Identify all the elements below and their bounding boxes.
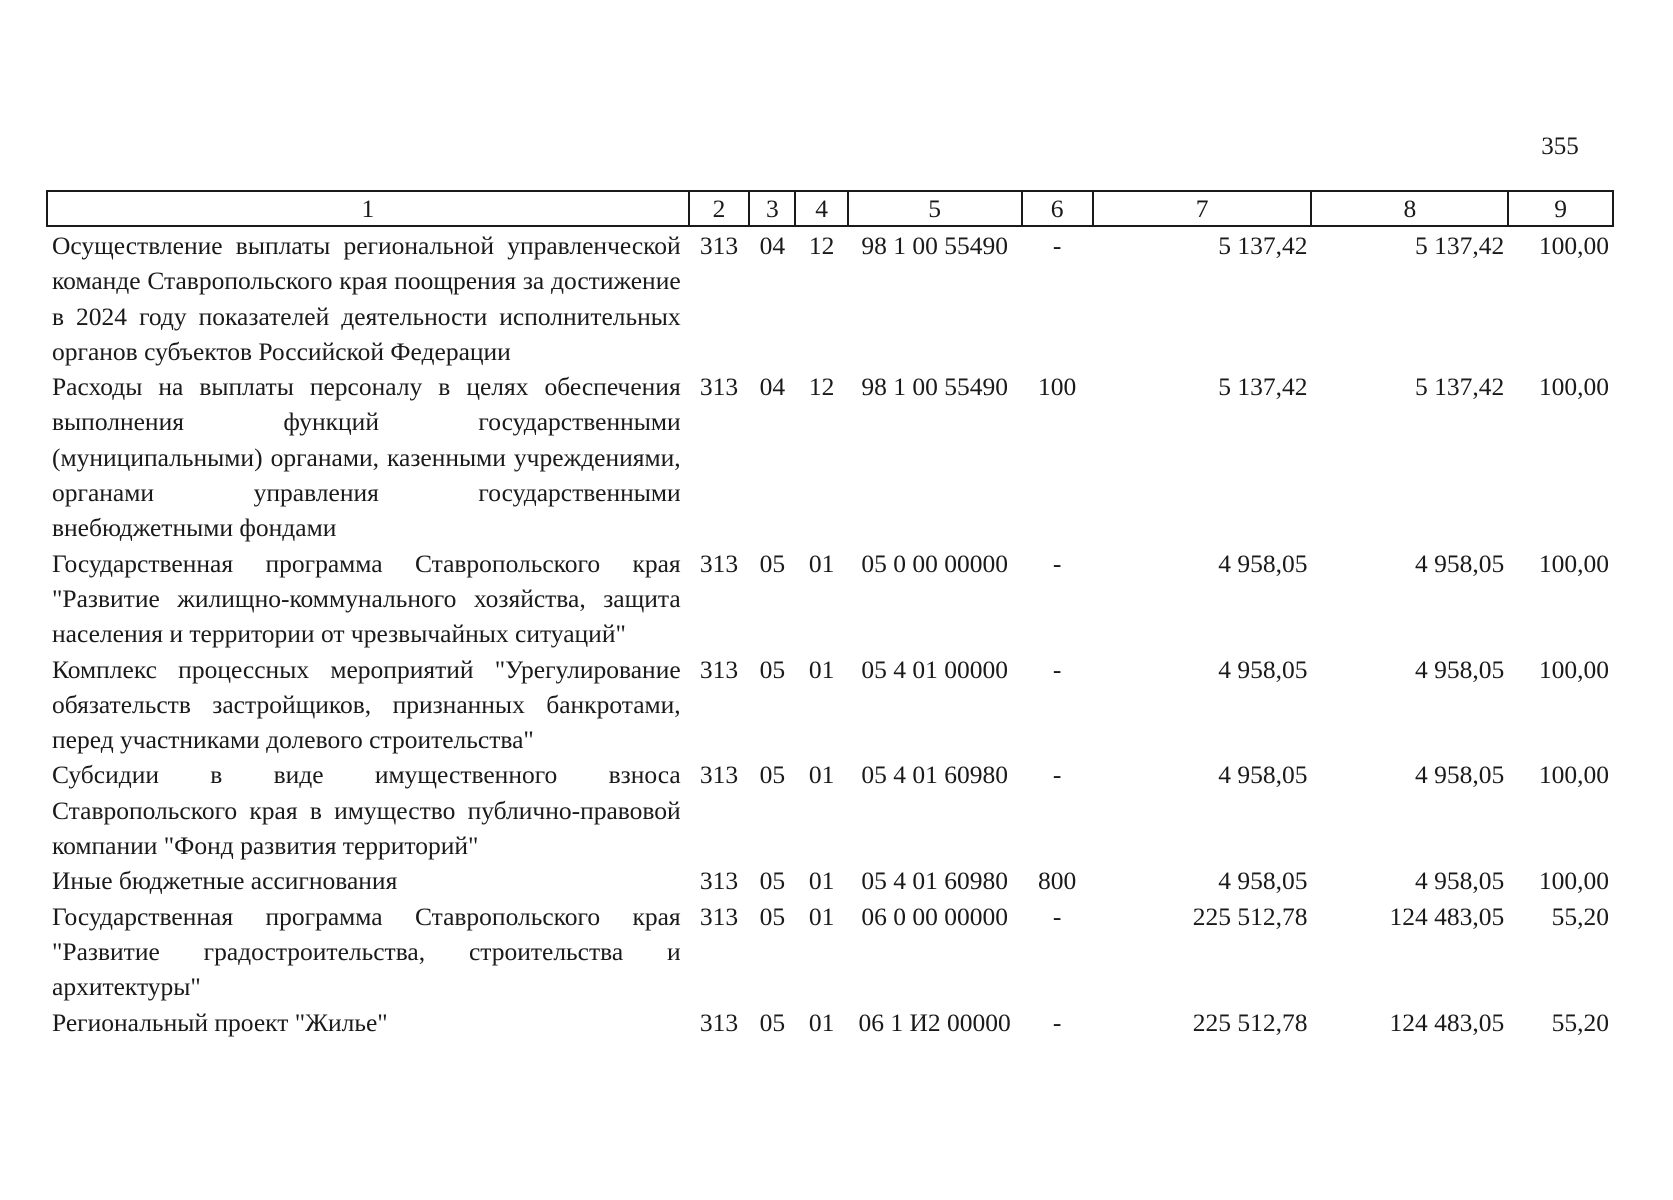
header-col-1: 1 — [47, 191, 689, 226]
cell-expense-type: - — [1052, 548, 1062, 578]
cell-section: 05 — [759, 901, 786, 931]
cell-expense-type: - — [1052, 901, 1062, 931]
cell-expense-type: - — [1052, 1007, 1062, 1037]
cell-target-article: 05 4 01 60980 — [861, 866, 1008, 896]
cell-name: Государственная программа Ставропольского края "Развитие жилищно-коммунального хозяйства, защита населения и территории от чрезвычайных ситуаций" — [52, 548, 681, 649]
cell-subsection: 12 — [808, 231, 835, 260]
cell-col-7: 4 958,05 — [1218, 654, 1308, 684]
header-col-2: 2 — [689, 191, 750, 226]
table-row — [47, 899, 1613, 1005]
cell-expense-type: - — [1052, 654, 1062, 684]
cell-section: 05 — [759, 1007, 786, 1037]
cell-col-8: 5 137,42 — [1414, 231, 1505, 260]
cell-expense-type: - — [1052, 231, 1062, 260]
cell-name: Иные бюджетные ассигнования — [52, 866, 398, 896]
cell-target-article: 98 1 00 55490 — [861, 372, 1008, 402]
cell-expense-type: 100 — [1037, 372, 1077, 402]
table-row — [47, 1005, 1613, 1040]
cell-subsection: 12 — [808, 372, 835, 402]
cell-col-8: 5 137,42 — [1414, 372, 1505, 402]
cell-col-9: 100,00 — [1538, 548, 1609, 578]
cell-admin-code: 313 — [699, 1007, 739, 1037]
header-col-4: 4 — [795, 191, 847, 226]
cell-target-article: 98 1 00 55490 — [861, 231, 1008, 260]
cell-col-8: 4 958,05 — [1414, 654, 1505, 684]
cell-col-7: 225 512,78 — [1192, 1007, 1308, 1037]
page-number: 355 — [1541, 133, 1579, 160]
cell-section: 04 — [759, 372, 786, 402]
cell-name: Государственная программа Ставропольского края "Развитие градостроительства, строительства и архитектуры" — [52, 901, 681, 1002]
cell-col-9: 55,20 — [1551, 901, 1609, 931]
cell-col-7: 4 958,05 — [1218, 760, 1308, 790]
cell-col-9: 100,00 — [1538, 372, 1609, 402]
cell-section: 05 — [759, 654, 786, 684]
cell-subsection: 01 — [808, 548, 835, 578]
cell-name: Осуществление выплаты региональной управленческой команде Ставропольского края поощрения за достижение в 2024 году показателей деятельности исполнительных органов субъектов Российской Федерации — [52, 231, 681, 366]
cell-name: Региональный проект "Жилье" — [52, 1007, 388, 1037]
cell-col-9: 100,00 — [1538, 654, 1609, 684]
cell-col-7: 4 958,05 — [1218, 866, 1308, 896]
cell-admin-code: 313 — [699, 866, 739, 896]
cell-section: 04 — [759, 231, 786, 260]
cell-col-8: 124 483,05 — [1389, 901, 1505, 931]
cell-section: 05 — [759, 866, 786, 896]
header-col-3: 3 — [749, 191, 795, 226]
cell-expense-type: - — [1052, 760, 1062, 790]
cell-col-9: 100,00 — [1538, 760, 1609, 790]
cell-section: 05 — [759, 760, 786, 790]
cell-name: Комплекс процессных мероприятий "Урегулирование обязательств застройщиков, признанных банкротами, перед участниками долевого строительства" — [52, 654, 681, 755]
table-row — [47, 757, 1613, 863]
cell-subsection: 01 — [808, 866, 835, 896]
header-col-5: 5 — [848, 191, 1022, 226]
cell-col-8: 4 958,05 — [1414, 866, 1505, 896]
cell-col-7: 4 958,05 — [1218, 548, 1308, 578]
header-row — [47, 191, 1613, 226]
cell-subsection: 01 — [808, 1007, 835, 1037]
cell-admin-code: 313 — [699, 231, 739, 260]
cell-section: 05 — [759, 548, 786, 578]
cell-target-article: 05 4 01 00000 — [861, 654, 1008, 684]
cell-col-8: 124 483,05 — [1389, 1007, 1505, 1037]
header-col-7: 7 — [1093, 191, 1312, 226]
cell-target-article: 06 1 И2 00000 — [858, 1007, 1011, 1037]
cell-admin-code: 313 — [699, 760, 739, 790]
table-row — [47, 652, 1613, 758]
header-col-9: 9 — [1508, 191, 1613, 226]
cell-admin-code: 313 — [699, 548, 739, 578]
cell-col-9: 55,20 — [1551, 1007, 1609, 1037]
cell-target-article: 05 0 00 00000 — [861, 548, 1008, 578]
cell-expense-type: 800 — [1037, 866, 1077, 896]
table-row — [47, 369, 1613, 545]
cell-admin-code: 313 — [699, 372, 739, 402]
table-row — [47, 546, 1613, 652]
header-col-6: 6 — [1022, 191, 1093, 226]
table-row — [47, 863, 1613, 898]
cell-col-9: 100,00 — [1538, 231, 1609, 260]
cell-col-8: 4 958,05 — [1414, 548, 1505, 578]
cell-subsection: 01 — [808, 760, 835, 790]
cell-subsection: 01 — [808, 901, 835, 931]
cell-target-article: 05 4 01 60980 — [861, 760, 1008, 790]
cell-admin-code: 313 — [699, 654, 739, 684]
cell-name: Расходы на выплаты персоналу в целях обеспечения выполнения функций государственными (муниципальными) органами, казенными учреждениями, органами управления государственными внебюджетными фондами — [52, 372, 681, 543]
budget-table — [46, 190, 1614, 1040]
cell-admin-code: 313 — [699, 901, 739, 931]
table-row — [47, 226, 1613, 369]
cell-name: Субсидии в виде имущественного взноса Ставропольского края в имущество публично-правовой компании "Фонд развития территорий" — [52, 760, 681, 861]
cell-col-7: 225 512,78 — [1192, 901, 1308, 931]
cell-target-article: 06 0 00 00000 — [861, 901, 1008, 931]
cell-col-8: 4 958,05 — [1414, 760, 1505, 790]
cell-col-7: 5 137,42 — [1218, 372, 1308, 402]
cell-col-9: 100,00 — [1538, 866, 1609, 896]
header-col-8: 8 — [1311, 191, 1508, 226]
cell-subsection: 01 — [808, 654, 835, 684]
cell-col-7: 5 137,42 — [1218, 231, 1308, 260]
